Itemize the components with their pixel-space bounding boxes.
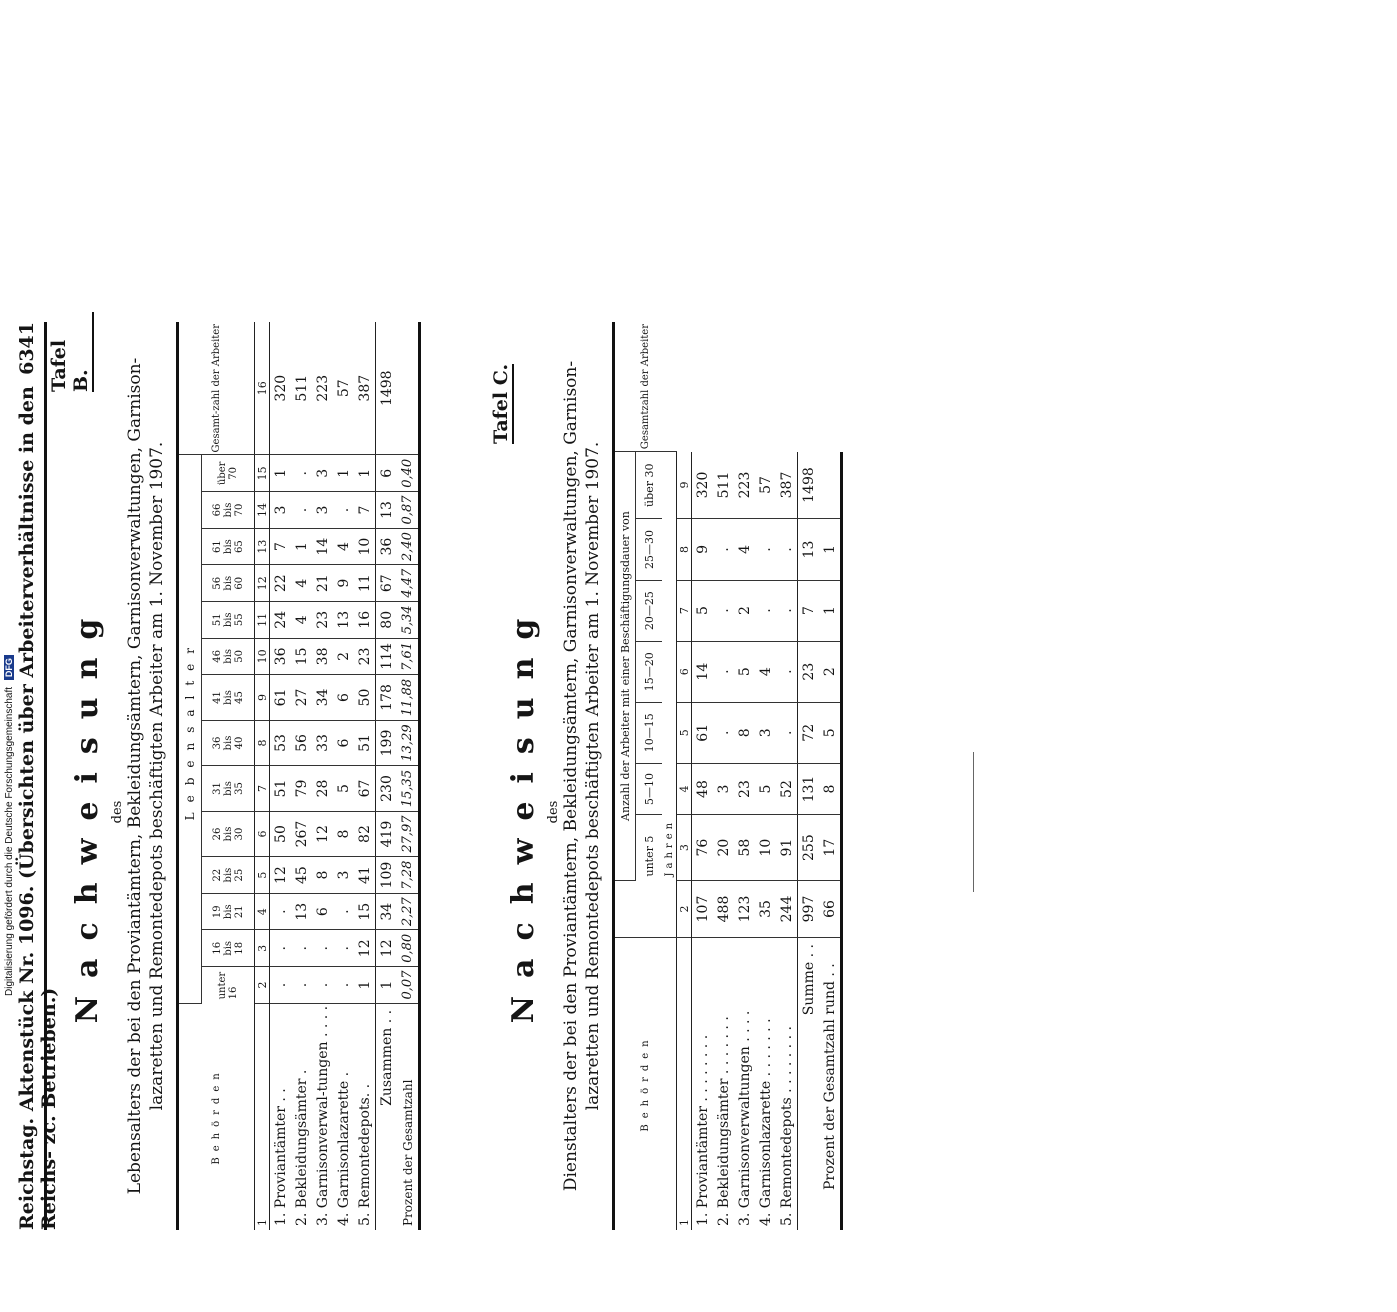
table-cell: .: [291, 492, 312, 529]
table-cell: 20: [713, 815, 734, 881]
table-cell: .: [333, 492, 354, 529]
tafel-b-label: Tafel B.: [48, 312, 94, 392]
table-cell: 109: [376, 857, 398, 894]
table-cell: 67: [376, 565, 398, 602]
row-label: 4. Garnisonlazarette .: [335, 1071, 352, 1226]
row-label: 5. Remontedepots . . . . . . . .: [778, 1026, 795, 1226]
tafel-c-column-number: 3: [677, 815, 692, 881]
running-header: Reichstag. Aktenstück Nr. 1096. (Übersichten über Arbeiterverhältnisse in den Reichs- zc. Betrieben.): [16, 386, 60, 1230]
table-cell: 8: [312, 857, 333, 894]
tafel-b-column-number: 4: [255, 893, 270, 930]
table-row: [755, 322, 776, 1230]
table-cell: 12: [270, 857, 292, 894]
table-cell: 3: [312, 455, 333, 492]
table-cell: 8: [734, 702, 755, 763]
tafel-c-column-number: 4: [677, 763, 692, 814]
percent-label: Prozent der Gesamtzahl rund . .: [819, 938, 842, 1231]
table-cell: 27,97: [397, 811, 420, 857]
table-cell: .: [312, 967, 333, 1004]
table-cell: .: [776, 580, 798, 641]
table-cell: 1498: [798, 452, 820, 519]
tafel-b-title: Nachweisung: [70, 600, 105, 1024]
table-cell: 3: [333, 857, 354, 894]
table-cell: .: [333, 930, 354, 967]
tafel-b-age-group: 22 bis 25: [202, 857, 255, 894]
table-cell: 3: [755, 702, 776, 763]
table-cell: 13: [291, 893, 312, 930]
tafel-c-column-numbers: [677, 322, 692, 1230]
tafel-c-label: Tafel C.: [490, 363, 512, 444]
table-cell: 23: [312, 602, 333, 639]
table-cell: .: [270, 930, 292, 967]
sum-row: [798, 322, 820, 1230]
table-cell: 2,27: [397, 893, 420, 930]
table-cell: 3: [312, 492, 333, 529]
table-cell: 5: [333, 766, 354, 812]
tafel-c-duration-group: 5—10: [636, 763, 663, 814]
table-cell: .: [291, 455, 312, 492]
tafel-c-duration-group: unter 5: [642, 835, 656, 877]
table-cell: 107: [692, 881, 714, 938]
table-cell: 57: [333, 322, 354, 455]
tafel-b-column-number: 14: [255, 492, 270, 529]
table-cell: 4: [291, 565, 312, 602]
table-row: [713, 322, 734, 1230]
tafel-c-column-number: 2: [677, 881, 692, 938]
table-cell: 1: [333, 455, 354, 492]
table-cell: 14: [692, 641, 714, 702]
table-cell: 5: [692, 580, 714, 641]
table-cell: 38: [312, 638, 333, 675]
row-label: 5. Remontedepots. .: [356, 1083, 373, 1226]
table-cell: 1: [819, 519, 842, 580]
table-cell: 22: [270, 565, 292, 602]
tafel-b-column-number: 16: [255, 322, 270, 455]
tafel-b-column-number: 13: [255, 528, 270, 565]
table-cell: .: [713, 580, 734, 641]
table-cell: 10: [755, 815, 776, 881]
table-row: [333, 322, 354, 1230]
tafel-b-age-group: 16 bis 18: [202, 930, 255, 967]
sum-label: Summe . .: [798, 938, 820, 1231]
table-cell: 4: [755, 641, 776, 702]
tafel-b-behoerden-header: Behörden: [178, 1003, 255, 1230]
table-cell: 66: [819, 881, 842, 938]
table-cell: .: [270, 967, 292, 1004]
table-cell: 6: [376, 455, 398, 492]
row-label: 3. Garnisonverwal-tungen . . . .: [314, 1005, 331, 1226]
table-cell: 24: [270, 602, 292, 639]
tafel-c-title: Nachweisung: [506, 600, 541, 1024]
tafel-b-gesamtzahl-header: Gesamt-zahl der Arbeiter: [178, 322, 255, 455]
table-row: [354, 322, 376, 1230]
tafel-c-jahren-label: Jahren: [663, 818, 675, 877]
table-cell: 17: [819, 815, 842, 881]
table-cell: 41: [354, 857, 376, 894]
table-cell: 15,35: [397, 766, 420, 812]
table-cell: 1: [354, 967, 376, 1004]
table-cell: 267: [291, 811, 312, 857]
table-cell: 12: [312, 811, 333, 857]
table-cell: 76: [692, 815, 714, 881]
table-cell: 4,47: [397, 565, 420, 602]
table-cell: 13: [333, 602, 354, 639]
row-label: 2. Bekleidungsämter . . . . . . .: [715, 1016, 732, 1226]
table-cell: .: [291, 930, 312, 967]
table-cell: 1: [376, 967, 398, 1004]
table-cell: 0,07: [397, 967, 420, 1004]
tafel-c-duration-group: über 30: [636, 452, 663, 519]
table-cell: 131: [798, 763, 820, 814]
percent-row: [819, 322, 842, 1230]
tafel-c-subtitle: Dienstalters der bei den Proviantämtern, Bekleidungsämtern, Garnisonverwaltungen, Garnison-lazaretten und Remontedepots beschäftigten Arbeiter am 1. November 1907.: [561, 360, 603, 1192]
table-cell: 51: [354, 720, 376, 766]
table-cell: 511: [291, 322, 312, 455]
table-cell: 35: [755, 881, 776, 938]
tafel-c-gesamtzahl-header: Gesamtzahl der Arbeiter: [614, 322, 677, 452]
table-cell: 11: [354, 565, 376, 602]
tafel-c-duration-group: 15—20: [636, 641, 663, 702]
tafel-c-duration-group: 20—25: [636, 580, 663, 641]
table-cell: 387: [776, 452, 798, 519]
table-cell: 13: [376, 492, 398, 529]
table-cell: 91: [776, 815, 798, 881]
table-cell: 57: [755, 452, 776, 519]
tafel-b-column-number: 5: [255, 857, 270, 894]
table-cell: 4: [333, 528, 354, 565]
table-cell: 15: [291, 638, 312, 675]
tafel-b-column-number: 11: [255, 602, 270, 639]
table-row: [776, 322, 798, 1230]
tafel-b-column-number: 9: [255, 675, 270, 721]
tafel-c-duration-group: 10—15: [636, 702, 663, 763]
table-cell: .: [333, 893, 354, 930]
sum-label: Zusammen . .: [376, 1003, 398, 1230]
table-cell: 21: [312, 565, 333, 602]
table-cell: 488: [713, 881, 734, 938]
table-cell: 23: [734, 763, 755, 814]
table-cell: 33: [312, 720, 333, 766]
table-cell: 2: [819, 641, 842, 702]
table-cell: 320: [692, 452, 714, 519]
tafel-b-age-group: 61 bis 65: [202, 528, 255, 565]
row-label: 4. Garnisonlazarette . . . . . . .: [757, 1018, 774, 1226]
tafel-b-column-number: 12: [255, 565, 270, 602]
table-cell: 178: [376, 675, 398, 721]
tafel-b-column-number: 7: [255, 766, 270, 812]
table-cell: 1: [270, 455, 292, 492]
tafel-b-table: [176, 322, 421, 1230]
table-cell: 511: [713, 452, 734, 519]
table-cell: .: [312, 930, 333, 967]
tafel-b-age-group: 46 bis 50: [202, 638, 255, 675]
table-cell: 56: [291, 720, 312, 766]
table-cell: 51: [270, 766, 292, 812]
footer-rule: [973, 752, 974, 892]
table-cell: 12: [354, 930, 376, 967]
tafel-b-column-number: 2: [255, 967, 270, 1004]
tafel-b-column-number: 15: [255, 455, 270, 492]
table-cell: 3: [713, 763, 734, 814]
tafel-c-anzahl-header: Anzahl der Arbeiter mit einer Beschäftigungsdauer von: [614, 452, 636, 881]
table-cell: .: [713, 519, 734, 580]
table-cell: 61: [270, 675, 292, 721]
table-cell: 0,80: [397, 930, 420, 967]
tafel-b-column-number: 6: [255, 811, 270, 857]
table-cell: 1: [354, 455, 376, 492]
table-cell: 50: [270, 811, 292, 857]
table-cell: 997: [798, 881, 820, 938]
tafel-b-age-group: 56 bis 60: [202, 565, 255, 602]
table-cell: 45: [291, 857, 312, 894]
row-label: 2. Bekleidungsämter .: [293, 1069, 310, 1226]
tafel-b-age-group: 19 bis 21: [202, 893, 255, 930]
table-cell: 2: [333, 638, 354, 675]
table-cell: 7,28: [397, 857, 420, 894]
tafel-c-des: des: [546, 800, 561, 824]
table-cell: [819, 452, 842, 519]
tafel-b-column-number: 10: [255, 638, 270, 675]
table-cell: .: [713, 641, 734, 702]
tafel-b-header-top: [178, 322, 202, 1230]
table-cell: 114: [376, 638, 398, 675]
tafel-b-subtitle: Lebensalters der bei den Proviantämtern, Bekleidungsämtern, Garnisonverwaltungen, Garnison-lazaretten und Remontedepots beschäftigten Arbeiter am 1. November 1907.: [125, 357, 167, 1195]
table-cell: 3: [270, 492, 292, 529]
table-cell: 4: [291, 602, 312, 639]
table-cell: 320: [270, 322, 292, 455]
table-cell: 34: [312, 675, 333, 721]
tafel-b-age-group: über 70: [202, 455, 255, 492]
table-cell: 9: [333, 565, 354, 602]
table-cell: 1: [819, 580, 842, 641]
table-cell: 13,29: [397, 720, 420, 766]
table-cell: .: [333, 967, 354, 1004]
tafel-c-column-number: 5: [677, 702, 692, 763]
table-cell: 1498: [376, 322, 398, 455]
table-cell: 5,34: [397, 602, 420, 639]
table-cell: 11,88: [397, 675, 420, 721]
page-number: 6341: [16, 322, 38, 375]
table-cell: 387: [354, 322, 376, 455]
table-row: [270, 322, 292, 1230]
digitization-credit: [4, 655, 15, 996]
table-cell: 4: [734, 519, 755, 580]
tafel-b-lebensalter-header: Lebensalter: [178, 455, 202, 1003]
table-cell: 10: [354, 528, 376, 565]
dfg-logo: DFG: [4, 655, 14, 680]
table-row: [291, 322, 312, 1230]
table-cell: 80: [376, 602, 398, 639]
table-cell: 23: [354, 638, 376, 675]
table-cell: 53: [270, 720, 292, 766]
page-header: [16, 322, 60, 1230]
percent-label: Prozent der Gesamtzahl: [397, 1003, 420, 1230]
table-cell: 58: [734, 815, 755, 881]
table-cell: 28: [312, 766, 333, 812]
table-cell: 6: [333, 675, 354, 721]
table-cell: 16: [354, 602, 376, 639]
table-cell: .: [713, 702, 734, 763]
table-cell: 419: [376, 811, 398, 857]
table-cell: 8: [333, 811, 354, 857]
table-cell: 1: [291, 528, 312, 565]
table-cell: 255: [798, 815, 820, 881]
table-cell: 7: [798, 580, 820, 641]
tafel-b-age-group: unter 16: [217, 971, 239, 1000]
table-row: [734, 322, 755, 1230]
table-cell: .: [755, 580, 776, 641]
tafel-b-age-group: 41 bis 45: [202, 675, 255, 721]
table-cell: 2: [734, 580, 755, 641]
table-cell: 2,40: [397, 528, 420, 565]
table-cell: 23: [798, 641, 820, 702]
tafel-c-column-number: 9: [677, 452, 692, 519]
tafel-b-age-group: 51 bis 55: [202, 602, 255, 639]
table-cell: 67: [354, 766, 376, 812]
digitization-credit-text: Digitalisierung gefördert durch die Deutsche Forschungsgemeinschaft: [4, 686, 15, 996]
tafel-b-age-group: 66 bis 70: [202, 492, 255, 529]
table-cell: 5: [819, 702, 842, 763]
table-cell: 223: [312, 322, 333, 455]
table-cell: 7,61: [397, 638, 420, 675]
table-cell: 61: [692, 702, 714, 763]
table-cell: 9: [692, 519, 714, 580]
tafel-b-column-numbers: [255, 322, 270, 1230]
table-cell: .: [776, 702, 798, 763]
tafel-c-duration-group: 25—30: [636, 519, 663, 580]
table-cell: .: [776, 519, 798, 580]
table-cell: 50: [354, 675, 376, 721]
tafel-b-column-number: 1: [255, 1003, 270, 1230]
table-cell: 14: [312, 528, 333, 565]
table-cell: 8: [819, 763, 842, 814]
table-cell: 199: [376, 720, 398, 766]
table-cell: 5: [734, 641, 755, 702]
table-cell: .: [776, 641, 798, 702]
table-cell: 123: [734, 881, 755, 938]
tafel-c-column-number: 7: [677, 580, 692, 641]
table-cell: 0,40: [397, 455, 420, 492]
table-cell: 223: [734, 452, 755, 519]
table-cell: 0,87: [397, 492, 420, 529]
tafel-b-age-group: 31 bis 35: [202, 766, 255, 812]
table-cell: 82: [354, 811, 376, 857]
table-cell: 5: [755, 763, 776, 814]
table-cell: 15: [354, 893, 376, 930]
table-cell: 36: [270, 638, 292, 675]
table-cell: 36: [376, 528, 398, 565]
table-cell: [397, 322, 420, 455]
percent-row: [397, 322, 420, 1230]
table-cell: 7: [270, 528, 292, 565]
sum-row: [376, 322, 398, 1230]
table-cell: 79: [291, 766, 312, 812]
table-cell: 6: [312, 893, 333, 930]
tafel-b-age-group: 26 bis 30: [202, 811, 255, 857]
table-cell: 27: [291, 675, 312, 721]
row-label: 1. Proviantämter . . . . . . . .: [694, 1034, 711, 1226]
table-cell: 12: [376, 930, 398, 967]
tafel-b-column-number: 8: [255, 720, 270, 766]
table-cell: .: [291, 967, 312, 1004]
header-rule: [44, 322, 47, 1230]
row-label: 1. Proviantämter . .: [272, 1088, 289, 1226]
tafel-c-header-top: [614, 322, 636, 1230]
table-cell: 230: [376, 766, 398, 812]
table-cell: 34: [376, 893, 398, 930]
table-row: [312, 322, 333, 1230]
tafel-b-des: des: [110, 800, 125, 824]
table-cell: 72: [798, 702, 820, 763]
tafel-c-behoerden-header: Behörden: [614, 938, 677, 1231]
table-cell: 48: [692, 763, 714, 814]
table-cell: 52: [776, 763, 798, 814]
row-label: 3. Garnisonverwaltungen . . . .: [736, 1010, 753, 1226]
table-cell: .: [270, 893, 292, 930]
table-cell: 6: [333, 720, 354, 766]
table-cell: 244: [776, 881, 798, 938]
table-cell: .: [755, 519, 776, 580]
table-cell: 7: [354, 492, 376, 529]
tafel-c-column-number: 6: [677, 641, 692, 702]
table-cell: 13: [798, 519, 820, 580]
tafel-c-column-number: 1: [677, 938, 692, 1231]
table-row: [692, 322, 714, 1230]
tafel-c-column-number: 8: [677, 519, 692, 580]
tafel-b-age-group: 36 bis 40: [202, 720, 255, 766]
rotated-page: [8, 312, 1397, 1312]
tafel-c-table: [612, 322, 843, 1230]
tafel-b-column-number: 3: [255, 930, 270, 967]
